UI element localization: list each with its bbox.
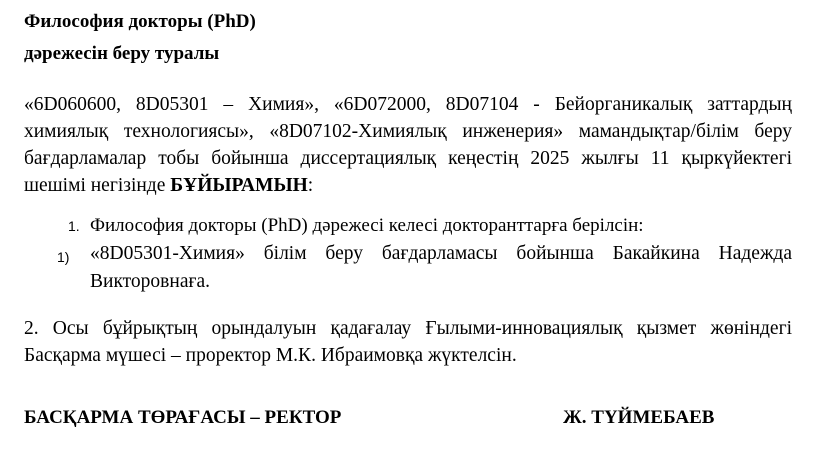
document-title-line-1: Философия докторы (PhD) [24, 11, 256, 32]
preamble-paragraph [24, 91, 792, 199]
order-item-2: 2. Осы бұйрықтың орындалуын қадағалау Ғылыми-инновациялық қызмет жөніндегі Басқарма мүшесі – проректор М.К. Ибраимовқа жүктелсін. [24, 318, 792, 366]
order-item-1 [68, 213, 644, 239]
order-item-1-number: 1. [68, 218, 80, 234]
sub-item-1-number: 1) [57, 249, 70, 265]
sub-item-1-text: «8D05301-Химия» білім беру бағдарламасы бойынша Бакайкина Надежда Викторовнаға. [90, 243, 792, 292]
order-keyword: БҰЙЫРАМЫН [170, 175, 308, 196]
order-item-1-text: Философия докторы (PhD) дәрежесі келесі докторанттарға берілсін: [90, 215, 644, 236]
preamble-text: «6D060600, 8D05301 – Химия», «6D072000, 8D07104 - Бейорганикалық заттардың химиялық технологиясы», «8D07102-Химиялық инженерия» мамандықтар/білім беру бағдарламалар тобы бойынша диссертациялық кеңестің 2025 жылғы 11 қыркүйектегі шешімі негізінде [24, 94, 792, 196]
document-title-line-2: дәрежесін беру туралы [24, 43, 220, 64]
signature-name: Ж. ТҮЙМЕБАЕВ [563, 407, 715, 428]
preamble-end: : [307, 175, 314, 196]
signature-title: БАСҚАРМА ТӨРАҒАСЫ – РЕКТОР [24, 407, 342, 428]
